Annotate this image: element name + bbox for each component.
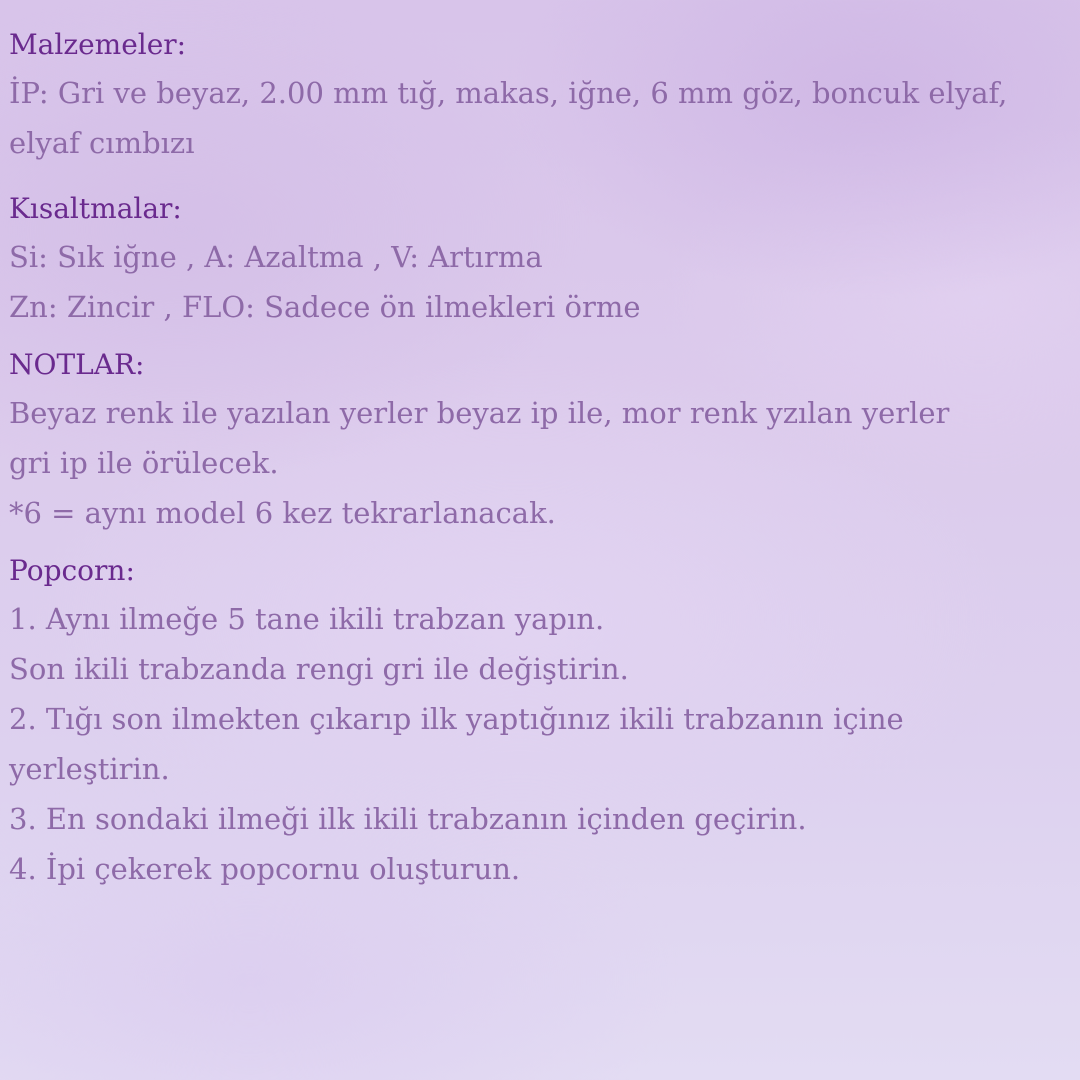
popcorn-step: Son ikili trabzanda rengi gri ile değiştirin. (9, 652, 629, 686)
instruction-document (9, 26, 1080, 912)
popcorn-step: 1. Aynı ilmeğe 5 tane ikili trabzan yapın. (9, 602, 605, 636)
abbreviations-line: Zn: Zincir , FLO: Sadece ön ilmekleri örme (9, 290, 641, 324)
materials-section (9, 26, 1080, 168)
popcorn-step: yerleştirin. (9, 752, 170, 786)
popcorn-step: 2. Tığı son ilmekten çıkarıp ilk yaptığınız ikili trabzanın içine (9, 702, 904, 736)
materials-line: elyaf cımbızı (9, 126, 195, 160)
abbreviations-heading: Kısaltmalar: (9, 192, 182, 225)
notes-heading: NOTLAR: (9, 348, 145, 381)
abbreviations-line: Si: Sık iğne , A: Azaltma , V: Artırma (9, 240, 543, 274)
materials-heading: Malzemeler: (9, 28, 187, 61)
notes-line: Beyaz renk ile yazılan yerler beyaz ip ile, mor renk yzılan yerler (9, 396, 950, 430)
notes-section (9, 346, 1080, 538)
popcorn-heading: Popcorn: (9, 554, 135, 587)
popcorn-section (9, 552, 1080, 894)
notes-line: gri ip ile örülecek. (9, 446, 279, 480)
materials-line: İP: Gri ve beyaz, 2.00 mm tığ, makas, iğne, 6 mm göz, boncuk elyaf, (9, 76, 1008, 110)
abbreviations-section (9, 190, 1080, 332)
popcorn-step: 3. En sondaki ilmeği ilk ikili trabzanın içinden geçirin. (9, 802, 807, 836)
notes-line: *6 = aynı model 6 kez tekrarlanacak. (9, 496, 556, 530)
popcorn-step: 4. İpi çekerek popcornu oluşturun. (9, 852, 521, 886)
